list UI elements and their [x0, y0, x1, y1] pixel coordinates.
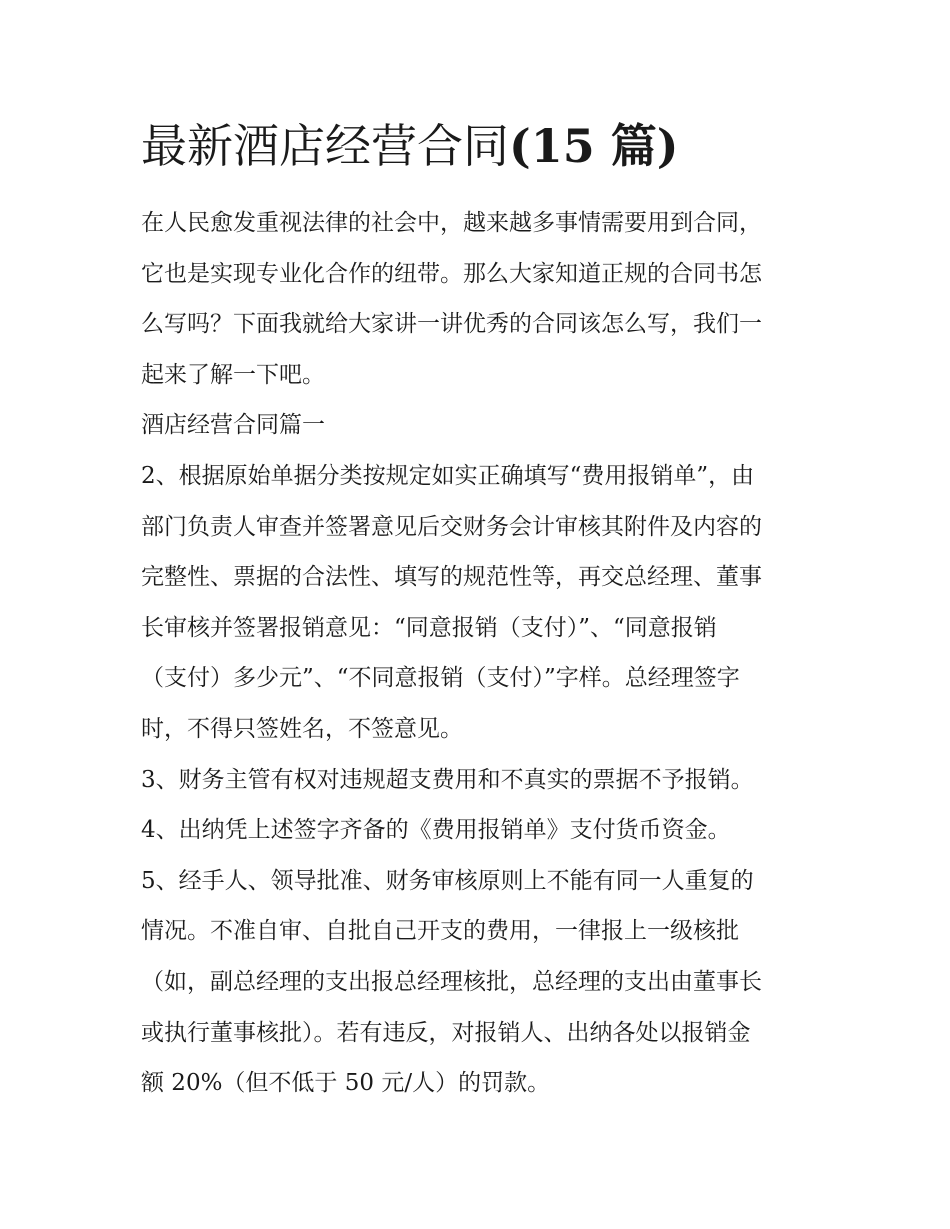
- clause-4-paragraph: [141, 805, 821, 856]
- text-line: 么写吗？下面我就给大家讲一讲优秀的合同该怎么写，我们一: [141, 311, 762, 338]
- text-line: 4、出纳凭上述签字齐备的《费用报销单》支付货币资金。: [141, 817, 731, 844]
- text-line: （如，副总经理的支出报总经理核批，总经理的支出由董事长: [141, 968, 762, 995]
- document-title: [141, 116, 841, 176]
- text-line: （支付）多少元”、“不同意报销（支付）”字样。总经理签字: [141, 665, 740, 692]
- document-title-main: 最新酒店经营合同: [141, 119, 509, 173]
- text-line: 情况。不准自审、自批自己开支的费用，一律报上一级核批: [141, 918, 739, 945]
- text-line: 或执行董事核批）。若有违反，对报销人、出纳各处以报销金: [141, 1019, 751, 1046]
- text-line: 起来了解一下吧。: [141, 361, 325, 388]
- document-title-suffix: (15 篇): [509, 119, 679, 173]
- text-line: 在人民愈发重视法律的社会中，越来越多事情需要用到合同，: [141, 210, 762, 236]
- text-line: 5、经手人、领导批准、财务审核原则上不能有同一人重复的: [141, 867, 754, 894]
- text-line: 额 20%（但不低于 50 元/人）的罚款。: [141, 1070, 551, 1097]
- text-line: 完整性、票据的合法性、填写的规范性等，再交总经理、董事: [141, 564, 762, 591]
- text-line: 部门负责人审查并签署意见后交财务会计审核其附件及内容的: [141, 513, 762, 540]
- clause-2-paragraph: [141, 451, 821, 755]
- document-body: [141, 198, 821, 1109]
- text-line: 2、根据原始单据分类按规定如实正确填写“费用报销单”，由: [141, 462, 755, 489]
- clause-5-paragraph: [141, 856, 821, 1109]
- section-heading: [141, 400, 821, 451]
- clause-3-paragraph: [141, 755, 821, 806]
- text-line: 长审核并签署报销意见：“同意报销（支付）”、“同意报销: [141, 614, 717, 641]
- intro-paragraph: [141, 198, 821, 400]
- text-line: 它也是实现专业化合作的纽带。那么大家知道正规的合同书怎: [141, 260, 762, 287]
- text-line: 酒店经营合同篇一: [141, 412, 325, 439]
- text-line: 时，不得只签姓名，不签意见。: [141, 715, 463, 742]
- text-line: 3、财务主管有权对违规超支费用和不真实的票据不予报销。: [141, 766, 754, 793]
